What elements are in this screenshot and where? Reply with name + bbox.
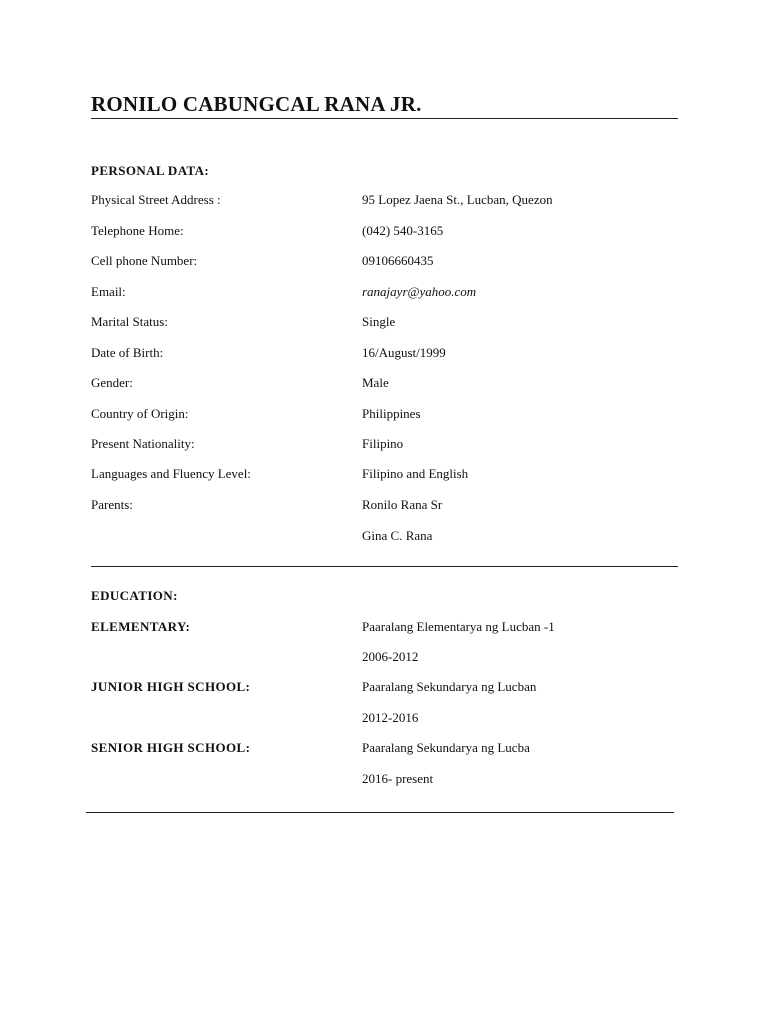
bottom-divider xyxy=(86,812,674,813)
elementary-years-row xyxy=(0,649,768,667)
dob-row xyxy=(0,345,768,363)
marital-label: Marital Status: xyxy=(91,314,168,329)
gender-row xyxy=(0,375,768,393)
country-value: Philippines xyxy=(362,406,421,421)
elementary-years: 2006-2012 xyxy=(362,649,419,664)
cell-row xyxy=(0,253,768,271)
parents-row xyxy=(0,497,768,515)
parent-father: Ronilo Rana Sr xyxy=(362,497,443,512)
telephone-label: Telephone Home: xyxy=(91,223,184,238)
nationality-row xyxy=(0,436,768,454)
marital-value: Single xyxy=(362,314,396,329)
junior-years-row xyxy=(0,710,768,728)
languages-row xyxy=(0,466,768,484)
title-divider xyxy=(91,118,678,119)
address-label: Physical Street Address : xyxy=(91,192,221,207)
personal-data-heading: PERSONAL DATA: xyxy=(91,163,210,178)
senior-label: SENIOR HIGH SCHOOL: xyxy=(91,740,251,755)
elementary-school: Paaralang Elementarya ng Lucban -1 xyxy=(362,619,555,634)
education-heading: EDUCATION: xyxy=(91,588,178,603)
junior-years: 2012-2016 xyxy=(362,710,419,725)
parent-mother: Gina C. Rana xyxy=(362,528,433,543)
senior-years-row xyxy=(0,771,768,789)
senior-years: 2016- present xyxy=(362,771,434,786)
address-row xyxy=(0,192,768,210)
junior-row xyxy=(0,679,768,697)
junior-label: JUNIOR HIGH SCHOOL: xyxy=(91,679,251,694)
nationality-value: Filipino xyxy=(362,436,404,451)
cell-label: Cell phone Number: xyxy=(91,253,198,268)
country-row xyxy=(0,406,768,424)
dob-value: 16/August/1999 xyxy=(362,345,446,360)
parents-row-2 xyxy=(0,528,768,546)
senior-row xyxy=(0,740,768,758)
telephone-value: (042) 540-3165 xyxy=(362,223,444,238)
section-divider xyxy=(91,566,678,567)
email-value[interactable]: ranajayr@yahoo.com xyxy=(362,284,477,299)
junior-school: Paaralang Sekundarya ng Lucban xyxy=(362,679,537,694)
languages-value: Filipino and English xyxy=(362,466,469,481)
country-label: Country of Origin: xyxy=(91,406,189,421)
email-row xyxy=(0,284,768,302)
marital-row xyxy=(0,314,768,332)
nationality-label: Present Nationality: xyxy=(91,436,195,451)
languages-label: Languages and Fluency Level: xyxy=(91,466,251,481)
dob-label: Date of Birth: xyxy=(91,345,164,360)
applicant-name: RONILO CABUNGCAL RANA JR. xyxy=(91,92,422,116)
gender-label: Gender: xyxy=(91,375,133,390)
elementary-label: ELEMENTARY: xyxy=(91,619,191,634)
elementary-row xyxy=(0,619,768,637)
telephone-row xyxy=(0,223,768,241)
parents-label: Parents: xyxy=(91,497,133,512)
email-label: Email: xyxy=(91,284,126,299)
address-value: 95 Lopez Jaena St., Lucban, Quezon xyxy=(362,192,553,207)
senior-school: Paaralang Sekundarya ng Lucba xyxy=(362,740,530,755)
gender-value: Male xyxy=(362,375,389,390)
cell-value: 09106660435 xyxy=(362,253,434,268)
